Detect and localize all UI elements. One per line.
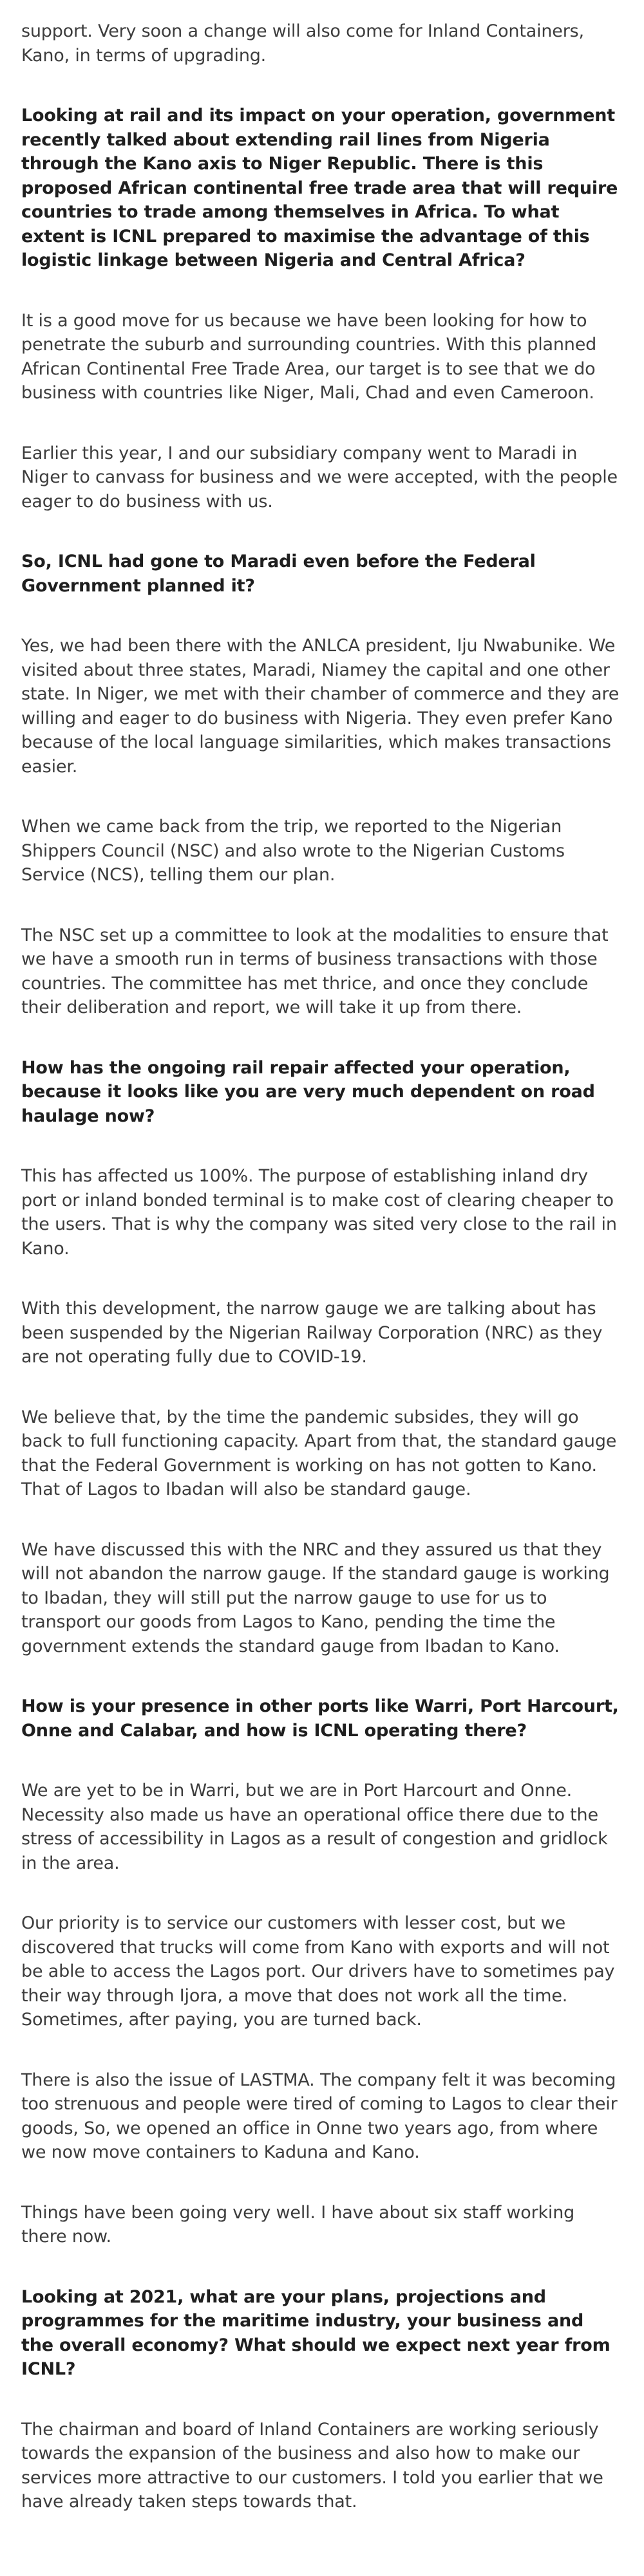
- answer-paragraph: It is a good move for us because we have been looking for how to penetrate the suburb and surrounding countries. With this planned African Continental Free Trade Area, our target is to see that we do business with countries like Niger, Mali, Chad and even Cameroon.: [21, 310, 597, 403]
- answer-paragraph: The NSC set up a committee to look at the modalities to ensure that we have a smooth run in terms of business transactions with those countries. The committee has met thrice, and once they conclude their deliberation and report, we will take it up from there.: [21, 925, 609, 1017]
- interview-question: So, ICNL had gone to Maradi even before the Federal Government planned it?: [21, 551, 536, 596]
- answer-paragraph: Earlier this year, I and our subsidiary company went to Maradi in Niger to canvass for business and we were accepted, with the people eager to do business with us.: [21, 443, 618, 512]
- answer-paragraph: When we came back from the trip, we reported to the Nigerian Shippers Council (NSC) and also wrote to the Nigerian Customs Service (NCS), telling them our plan.: [21, 817, 565, 885]
- answer-paragraph: Our priority is to service our customers with lesser cost, but we discovered that trucks will come from Kano with exports and will not be able to access the Lagos port. Our drivers have to sometimes pay their way through Ijora, a move that does not work all the time. Sometimes, after paying, you are turned back.: [21, 1913, 615, 2030]
- interview-question: How is your presence in other ports like Warri, Port Harcourt, Onne and Calabar, and how is ICNL operating there?: [21, 1696, 619, 1741]
- answer-paragraph: We believe that, by the time the pandemic subsides, they will go back to full functioning capacity. Apart from that, the standard gauge that the Federal Government is working on has not gotten to Kano. That of Lagos to Ibadan will also be standard gauge.: [21, 1407, 617, 1499]
- answer-paragraph: support. Very soon a change will also come for Inland Containers, Kano, in terms of upgrading.: [21, 21, 584, 66]
- interview-question: Looking at rail and its impact on your operation, government recently talked about extending rail lines from Nigeria through the Kano axis to Niger Republic. There is this proposed African continental free trade area that will require countries to trade among themselves in Africa. To what extent is ICNL prepared to maximise the advantage of this logistic linkage between Nigeria and Central Africa?: [21, 106, 618, 270]
- answer-paragraph: Yes, we had been there with the ANLCA president, Iju Nwabunike. We visited about three states, Maradi, Niamey the capital and one other state. In Niger, we met with their chamber of commerce and they are willing and eager to do business with Nigeria. They even prefer Kano because of the local language similarities, which makes transactions easier.: [21, 636, 620, 777]
- answer-paragraph: The chairman and board of Inland Containers are working seriously towards the expansion of the business and also how to make our services more attractive to our customers. I told you earlier that we have already taken steps towards that.: [21, 2419, 603, 2512]
- answer-paragraph: This has affected us 100%. The purpose of establishing inland dry port or inland bonded terminal is to make cost of clearing cheaper to the users. That is why the company was sited very close to the rail in Kano.: [21, 1166, 617, 1259]
- answer-paragraph: With this development, the narrow gauge we are talking about has been suspended by the Nigerian Railway Corporation (NRC) as they are not operating fully due to COVID-19.: [21, 1299, 603, 1367]
- answer-paragraph: Things have been going very well. I have about six staff working there now.: [21, 2202, 575, 2247]
- interview-question: How has the ongoing rail repair affected your operation, because it looks like you are very much dependent on road haulage now?: [21, 1057, 595, 1126]
- answer-paragraph: We are yet to be in Warri, but we are in Port Harcourt and Onne. Necessity also made us have an operational office there due to the stress of accessibility in Lagos as a result of congestion and gridlock in the area.: [21, 1781, 608, 1873]
- answer-paragraph: There is also the issue of LASTMA. The company felt it was becoming too strenuous and people were tired of coming to Lagos to clear their goods, So, we opened an office in Onne two years ago, from where we now move containers to Kaduna and Kano.: [21, 2070, 618, 2162]
- interview-question: Looking at 2021, what are your plans, projections and programmes for the maritime industry, your business and the overall economy? What should we expect next year from ICNL?: [21, 2286, 611, 2379]
- answer-paragraph: We have discussed this with the NRC and they assured us that they will not abandon the narrow gauge. If the standard gauge is working to Ibadan, they will still put the narrow gauge to use for us to transport our goods from Lagos to Kano, pending the time the government extends the standard gauge from Ibadan to Kano.: [21, 1539, 610, 1656]
